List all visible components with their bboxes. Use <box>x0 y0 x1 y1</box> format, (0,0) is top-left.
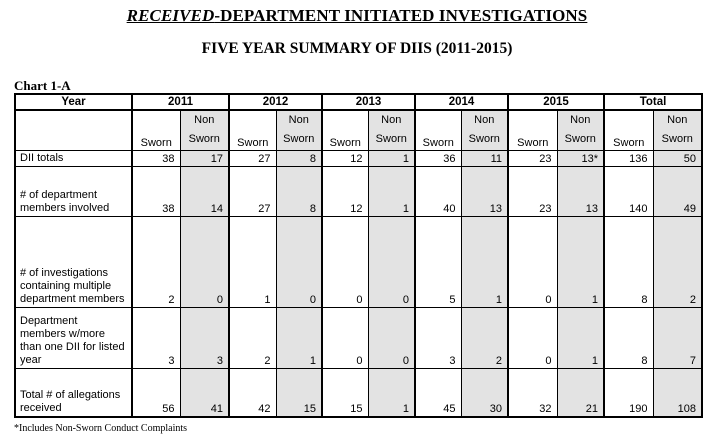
nonsworn-value-cell: 108 <box>653 369 702 417</box>
nonsworn-value-cell: 15 <box>276 369 322 417</box>
sworn-header: Sworn <box>604 110 653 151</box>
sworn-value-cell: 190 <box>604 369 653 417</box>
nonsworn-value-cell: 1 <box>461 217 508 308</box>
sworn-value-cell: 0 <box>508 308 557 369</box>
year-header-row <box>15 94 702 110</box>
sworn-value-cell: 42 <box>229 369 276 417</box>
sworn-value-cell: 40 <box>415 167 461 217</box>
nonsworn-label: Sworn <box>188 133 220 145</box>
year-total: Total <box>604 94 702 110</box>
sworn-header: Sworn <box>508 110 557 151</box>
nonsworn-value-cell: 41 <box>180 369 229 417</box>
sworn-value-cell: 3 <box>415 308 461 369</box>
nonsworn-header <box>368 110 415 151</box>
table-row <box>15 369 702 417</box>
nonsworn-header <box>180 110 229 151</box>
nonsworn-value-cell: 0 <box>368 217 415 308</box>
sworn-value-cell: 140 <box>604 167 653 217</box>
sworn-value-cell: 56 <box>132 369 180 417</box>
sworn-value-cell: 45 <box>415 369 461 417</box>
sworn-value-cell: 0 <box>508 217 557 308</box>
sworn-value-cell: 27 <box>229 151 276 167</box>
nonsworn-value-cell: 30 <box>461 369 508 417</box>
sworn-header: Sworn <box>229 110 276 151</box>
nonsworn-value-cell: 13 <box>461 167 508 217</box>
sworn-value-cell: 5 <box>415 217 461 308</box>
nonsworn-value-cell: 0 <box>368 308 415 369</box>
nonsworn-value-cell: 1 <box>368 167 415 217</box>
nonsworn-value-cell: 3 <box>180 308 229 369</box>
nonsworn-value-cell: 2 <box>461 308 508 369</box>
nonsworn-value-cell: 1 <box>557 308 604 369</box>
nonsworn-header <box>653 110 702 151</box>
nonsworn-value-cell: 1 <box>557 217 604 308</box>
table-row <box>15 151 702 167</box>
non-label: Non <box>474 114 495 126</box>
nonsworn-header <box>557 110 604 151</box>
sworn-value-cell: 12 <box>322 151 368 167</box>
sworn-value-cell: 36 <box>415 151 461 167</box>
title-rest: -DEPARTMENT INITIATED INVESTIGATIONS <box>214 6 588 25</box>
table-row <box>15 167 702 217</box>
nonsworn-value-cell: 14 <box>180 167 229 217</box>
nonsworn-value-cell: 0 <box>276 217 322 308</box>
nonsworn-value-cell: 13* <box>557 151 604 167</box>
nonsworn-value-cell: 2 <box>653 217 702 308</box>
nonsworn-value-cell: 8 <box>276 167 322 217</box>
sworn-value-cell: 2 <box>132 217 180 308</box>
nonsworn-value-cell: 13 <box>557 167 604 217</box>
nonsworn-label: Sworn <box>375 133 407 145</box>
footnote: *Includes Non-Sworn Conduct Complaints <box>14 423 188 434</box>
nonsworn-value-cell: 21 <box>557 369 604 417</box>
nonsworn-value-cell: 1 <box>276 308 322 369</box>
nonsworn-value-cell: 17 <box>180 151 229 167</box>
nonsworn-value-cell: 0 <box>180 217 229 308</box>
nonsworn-label: Sworn <box>468 133 500 145</box>
sworn-value-cell: 23 <box>508 167 557 217</box>
sworn-value-cell: 0 <box>322 308 368 369</box>
year-2011: 2011 <box>132 94 229 110</box>
nonsworn-value-cell: 7 <box>653 308 702 369</box>
sworn-value-cell: 32 <box>508 369 557 417</box>
sworn-value-cell: 1 <box>229 217 276 308</box>
non-label: Non <box>667 114 688 126</box>
nonsworn-value-cell: 1 <box>368 151 415 167</box>
sworn-value-cell: 15 <box>322 369 368 417</box>
row-label: Total # of allegations received <box>15 369 132 417</box>
row-label: Department members w/more than one DII for listed year <box>15 308 132 369</box>
title-italic: RECEIVED <box>126 6 215 25</box>
document-title <box>0 6 714 26</box>
year-2014: 2014 <box>415 94 508 110</box>
sworn-value-cell: 136 <box>604 151 653 167</box>
summary-table <box>14 93 703 418</box>
year-2013: 2013 <box>322 94 415 110</box>
sworn-value-cell: 38 <box>132 167 180 217</box>
sworn-value-cell: 8 <box>604 308 653 369</box>
non-label: Non <box>381 114 402 126</box>
year-2015: 2015 <box>508 94 604 110</box>
sworn-header: Sworn <box>322 110 368 151</box>
blank-header-cell <box>15 110 132 151</box>
sworn-value-cell: 38 <box>132 151 180 167</box>
row-label: DII totals <box>15 151 132 167</box>
sworn-value-cell: 3 <box>132 308 180 369</box>
nonsworn-value-cell: 50 <box>653 151 702 167</box>
non-label: Non <box>570 114 591 126</box>
nonsworn-header <box>461 110 508 151</box>
nonsworn-label: Sworn <box>283 133 315 145</box>
sworn-value-cell: 2 <box>229 308 276 369</box>
sworn-value-cell: 23 <box>508 151 557 167</box>
table-row <box>15 308 702 369</box>
nonsworn-label: Sworn <box>661 133 693 145</box>
sworn-value-cell: 12 <box>322 167 368 217</box>
document-subtitle: FIVE YEAR SUMMARY OF DIIS (2011-2015) <box>201 40 513 57</box>
sworn-header-row <box>15 110 702 151</box>
nonsworn-value-cell: 8 <box>276 151 322 167</box>
table-row <box>15 217 702 308</box>
year-header: Year <box>15 94 132 110</box>
nonsworn-header <box>276 110 322 151</box>
nonsworn-label: Sworn <box>564 133 596 145</box>
chart-label: Chart 1-A <box>14 78 71 93</box>
sworn-value-cell: 27 <box>229 167 276 217</box>
sworn-value-cell: 8 <box>604 217 653 308</box>
row-label: # of department members involved <box>15 167 132 217</box>
sworn-header: Sworn <box>415 110 461 151</box>
nonsworn-value-cell: 11 <box>461 151 508 167</box>
sworn-header: Sworn <box>132 110 180 151</box>
sworn-value-cell: 0 <box>322 217 368 308</box>
non-label: Non <box>194 114 215 126</box>
year-2012: 2012 <box>229 94 322 110</box>
row-label: # of investigations containing multiple department members <box>15 217 132 308</box>
nonsworn-value-cell: 49 <box>653 167 702 217</box>
nonsworn-value-cell: 1 <box>368 369 415 417</box>
non-label: Non <box>288 114 309 126</box>
table-body <box>15 151 702 417</box>
